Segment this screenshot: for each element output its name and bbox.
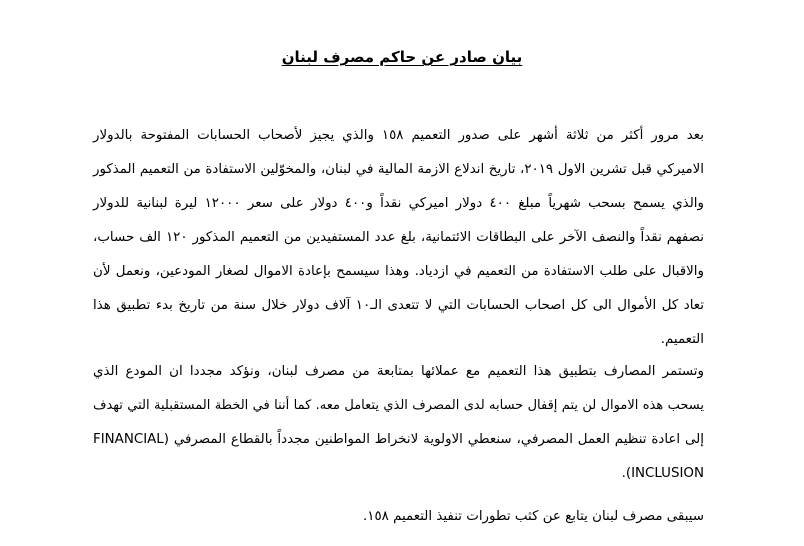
paragraph-line: تعاد كل الأموال الى كل اصحاب الحسابات التي لا تتعدى الـ١٠ آلاف دولار خلال سنة من تاريخ بدء تطبيق هذا [93,298,704,313]
paragraph-line: سيبقى مصرف لبنان يتابع عن كثب تطورات تنفيذ التعميم ١٥٨. [363,509,704,524]
paragraph-line: التعميم. [660,332,704,347]
paragraph-line: والاقبال على طلب الاستفادة من التعميم في ازدياد. وهذا سيسمح بإعادة الاموال لصغار المودعين، ونعمل لأن [93,264,704,279]
paragraph-2 [93,355,704,491]
paragraph-line: يسحب هذه الاموال لن يتم إقفال حسابه لدى المصرف الذي يتعامل معه. كما أننا في الخطة المستقبلية التي تهدف [93,398,704,413]
paragraph-line: الاميركي قبل تشرين الاول ٢٠١٩، تاريخ اندلاع الازمة المالية في لبنان، والمخوّلين الاستفادة من التعميم المذكور [93,162,704,177]
paragraph-line: إلى اعادة تنظيم العمل المصرفي، سنعطي الاولوية لانخراط المواطنين مجدداً بالقطاع المصرفي (FINANCIAL [93,432,704,447]
paragraph-line: والذي يسمح بسحب شهرياً مبلغ ٤٠٠ دولار اميركي نقداً و٤٠٠ دولار على سعر ١٢٠٠٠ ليرة لبنانية للدولار [93,196,704,211]
paragraph-line: نصفهم نقداً والنصف الآخر على البطاقات الائتمانية، بلغ عدد المستفيدين من التعميم المذكور ١٢٠ الف حساب، [93,230,705,245]
paragraph-line: وتستمر المصارف بتطبيق هذا التعميم مع عملائها بمتابعة من مصرف لبنان، ونؤكد مجددا ان المودع الذي [93,364,704,379]
paragraph-line: بعد مرور أكثر من ثلاثة أشهر على صدور التعميم ١٥٨ والذي يجيز لأصحاب الحسابات المفتوحة بالدولار [93,128,704,143]
document-title: بيان صادر عن حاكم مصرف لبنان [281,48,523,66]
paragraph-line: INCLUSION). [621,466,704,481]
paragraph-3 [93,500,704,534]
paragraph-1 [93,119,704,357]
